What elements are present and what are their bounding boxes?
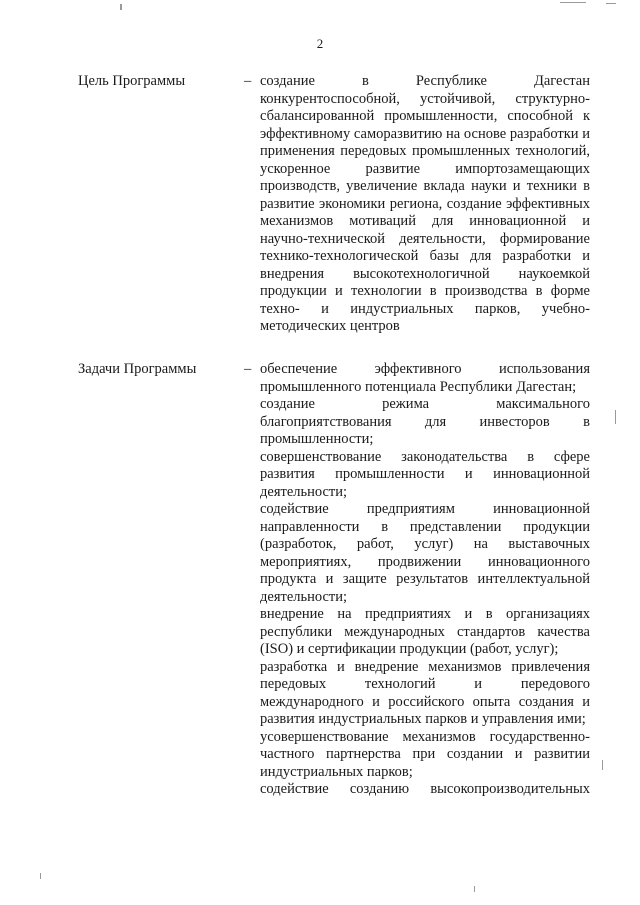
scan-artifact [606,3,616,4]
task-item: содействие предприятиям инновационной направленности в представлении продукции (разработок, работ, услуг) на выставочных мероприятиях, продвижении инновационного продукта и защите результатов интеллектуальной деятельности; [260,501,590,605]
page-number: 2 [316,36,324,51]
scan-artifact [120,4,122,10]
goal-text: создание в Республике Дагестан конкурентоспособной, устойчивой, структурно-сбалансированной промышленности, способной к эффективному саморазвитию на основе разработки и применения передовых промышленных технологий, ускоренное развитие импортозамещающих производств, увеличение вклада науки и техники в развитие экономики региона, создание эффективных механизмов мотиваций для инновационной и научно-технической деятельности, формирование технико-технологической базы для разработки и внедрения высокотехнологичной наукоемкой продукции и технологии в производства в форме техно- и индустриальных парков, учебно-методических центров [260,73,590,334]
tasks-dash: – [244,361,252,377]
tasks-list [260,361,590,799]
scan-artifact [615,410,616,424]
task-item: усовершенствование механизмов государственно-частного партнерства при создании и развитии индустриальных парков; [260,728,590,780]
goal-text-block [260,73,590,336]
task-item: разработка и внедрение механизмов привлечения передовых технологий и передового международного и российского опыта создания и развития индустриальных парков и управления ими; [260,658,590,727]
scan-artifact [560,2,586,3]
task-item: совершенствование законодательства в сфере развития промышленности и инновационной деятельности; [260,448,590,500]
task-item: содействие созданию высокопроизводительных [260,781,590,797]
tasks-label: Задачи Программы [78,361,197,377]
goal-dash: – [244,73,252,89]
scan-artifact [602,760,603,770]
scan-artifact [474,886,475,892]
task-item: внедрение на предприятиях и в организациях республики международных стандартов качества (ISO) и сертификации продукции (работ, услуг); [260,606,590,657]
scan-artifact [40,873,41,879]
task-item: обеспечение эффективного использования промышленного потенциала Республики Дагестан; [260,361,590,395]
goal-label: Цель Программы [78,73,186,89]
task-item: создание режима максимального благоприятствования для инвесторов в промышленности; [260,396,590,447]
